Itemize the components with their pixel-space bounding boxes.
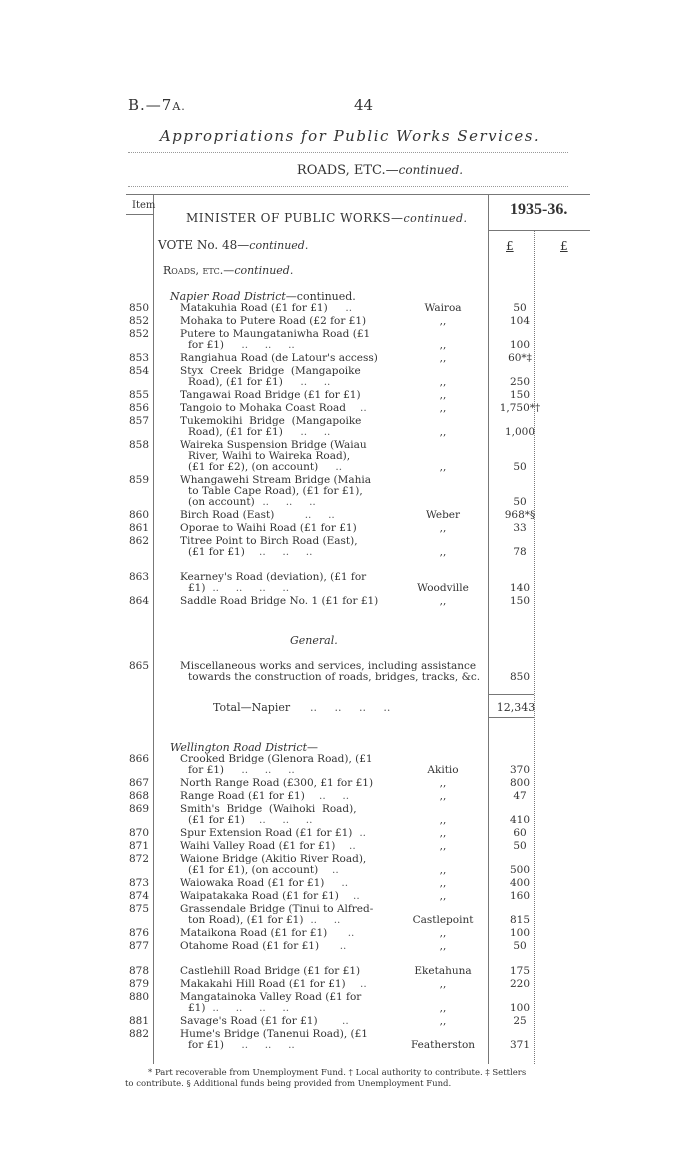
district-heading-wellington: Wellington Road District— — [170, 741, 318, 754]
item-number: 863 — [128, 571, 149, 583]
amount: 175 — [509, 965, 531, 977]
table-row — [0, 965, 700, 978]
item-description: Birch Road (East) — [180, 509, 275, 521]
item-description: Kearney's Road (deviation), (£1 for — [180, 571, 367, 583]
item-number: 882 — [128, 1028, 149, 1040]
item-description: for £1) — [188, 764, 225, 776]
table-row — [0, 853, 700, 877]
dot-leader: .. — [356, 827, 367, 839]
local-authority: Featherston — [410, 1039, 476, 1051]
table-row — [0, 415, 700, 439]
table-row — [0, 522, 700, 535]
table-row — [0, 571, 700, 595]
roads-subheading: Roads, etc.—continued. — [163, 264, 294, 277]
item-number: 865 — [128, 660, 149, 672]
table-row — [0, 877, 700, 890]
amount: 140 — [509, 582, 531, 594]
table-row — [0, 660, 700, 684]
dot-leader: .. .. — [278, 509, 335, 521]
section-title: ROADS, ETC.—continued. — [296, 163, 464, 178]
amount: 1,000 — [504, 426, 536, 438]
amount: 968*§ — [504, 509, 536, 521]
item-number: 868 — [128, 790, 149, 802]
item-description: Mangatainoka Valley Road (£1 for — [180, 991, 362, 1003]
item-number: 866 — [128, 753, 149, 765]
dot-leader: .. .. .. — [249, 814, 313, 826]
divider — [128, 152, 568, 153]
item-description: Otahome Road (£1 for £1) — [180, 940, 320, 952]
pound-symbol: £ — [560, 239, 568, 253]
table-row — [0, 991, 700, 1015]
item-number: 862 — [128, 535, 149, 547]
dot-leader: .. .. — [307, 914, 341, 926]
item-description: Saddle Road Bridge No. 1 (£1 for £1) — [180, 595, 379, 607]
dot-leader: .. — [332, 302, 353, 314]
amount: 60*‡ — [508, 352, 532, 364]
item-number: 861 — [128, 522, 149, 534]
page-number: 44 — [354, 96, 374, 114]
amount: 150 — [509, 595, 531, 607]
item-description: Road), (£1 for £1) — [188, 426, 283, 438]
item-number: 869 — [128, 803, 149, 815]
local-authority: ,, — [439, 864, 447, 876]
table-row — [0, 890, 700, 903]
item-description: (£1 for £2), (on account) — [188, 461, 319, 473]
dot-leader: .. .. — [287, 376, 331, 388]
item-description: Makakahi Hill Road (£1 for £1) — [180, 978, 346, 990]
local-authority: Wairoa — [424, 302, 462, 314]
footnote: to contribute. § Additional funds being provided from Unemployment Fund. — [125, 1079, 452, 1089]
amount: 50 — [513, 461, 527, 473]
dot-leader: .. — [328, 877, 349, 889]
amount: 33 — [513, 522, 527, 534]
table-row — [0, 389, 700, 402]
table-row — [0, 402, 700, 415]
item-number: 874 — [128, 890, 149, 902]
pound-symbol: £ — [506, 239, 514, 253]
amount: 220 — [509, 978, 531, 990]
amount: 50 — [513, 840, 527, 852]
table-row — [0, 365, 700, 389]
local-authority: ,, — [439, 940, 447, 952]
table-row — [0, 927, 700, 940]
table-row — [0, 328, 700, 352]
item-description: for £1) — [188, 339, 225, 351]
item-number: 877 — [128, 940, 149, 952]
amount: 25 — [513, 1015, 527, 1027]
ministry-heading: MINISTER OF PUBLIC WORKS—continued. — [186, 211, 468, 225]
local-authority: ,, — [439, 814, 447, 826]
total-amount: 12,343 — [496, 701, 536, 714]
dot-leader: .. — [323, 940, 347, 952]
local-authority: Eketahuna — [414, 965, 472, 977]
item-description: ton Road), (£1 for £1) — [188, 914, 304, 926]
item-description: (on account) — [188, 496, 255, 508]
dot-leader: .. — [350, 978, 367, 990]
local-authority: ,, — [439, 877, 447, 889]
local-authority: ,, — [439, 890, 447, 902]
item-number: 864 — [128, 595, 149, 607]
footnote: * Part recoverable from Unemployment Fund. † Local authority to contribute. ‡ Settlers — [148, 1068, 527, 1078]
amount: 150 — [509, 389, 531, 401]
item-description: Tangoio to Mohaka Coast Road — [180, 402, 346, 414]
table-row — [0, 777, 700, 790]
item-description: Waireka Suspension Bridge (Waiau — [180, 439, 367, 451]
item-description: Matakuhia Road (£1 for £1) — [180, 302, 328, 314]
local-authority: ,, — [439, 827, 447, 839]
dot-leader: .. — [343, 890, 360, 902]
dot-leader: .. .. .. .. — [209, 582, 290, 594]
local-authority: ,, — [439, 777, 447, 789]
amount: 60 — [513, 827, 527, 839]
item-number: 857 — [128, 415, 149, 427]
amount: 100 — [509, 1002, 531, 1014]
item-description: Spur Extension Road (£1 for £1) — [180, 827, 353, 839]
item-description: (£1 for £1), (on account) — [188, 864, 319, 876]
dot-leader: .. — [339, 840, 356, 852]
total-leader: .. .. .. .. — [310, 701, 391, 714]
item-number: 878 — [128, 965, 149, 977]
item-description: Smith's Bridge (Waihoki Road), — [180, 803, 357, 815]
dot-leader: .. — [331, 927, 355, 939]
item-description: Putere to Maungataniwha Road (£1 — [180, 328, 371, 340]
local-authority: ,, — [439, 339, 447, 351]
table-row — [0, 903, 700, 927]
item-number: 854 — [128, 365, 149, 377]
item-number: 867 — [128, 777, 149, 789]
amount: 800 — [509, 777, 531, 789]
item-description: Waipatakaka Road (£1 for £1) — [180, 890, 339, 902]
dot-leader: .. .. .. — [259, 496, 316, 508]
local-authority: ,, — [439, 790, 447, 802]
dot-leader: .. .. .. — [228, 339, 295, 351]
item-number: 856 — [128, 402, 149, 414]
local-authority: ,, — [439, 840, 447, 852]
local-authority: ,, — [439, 1002, 447, 1014]
table-row — [0, 827, 700, 840]
item-description: Castlehill Road Bridge (£1 for £1) — [180, 965, 361, 977]
table-top-rule — [126, 194, 590, 195]
table-row — [0, 1028, 700, 1052]
item-description: North Range Road (£300, £1 for £1) — [180, 777, 374, 789]
dot-leader: .. — [350, 402, 367, 414]
amount: 371 — [509, 1039, 531, 1051]
total-label: Total—Napier — [213, 701, 291, 714]
item-description: Savage's Road (£1 for £1) — [180, 1015, 318, 1027]
total-rule — [488, 717, 534, 718]
dot-leader: .. .. .. — [228, 1039, 295, 1051]
local-authority: ,, — [439, 315, 447, 327]
local-authority: ,, — [439, 595, 447, 607]
year-column-header: 1935-36. — [510, 201, 568, 218]
local-authority: Castlepoint — [412, 914, 474, 926]
amount: 47 — [513, 790, 527, 802]
table-row — [0, 352, 700, 365]
item-description: to Table Cape Road), (£1 for £1), — [188, 485, 363, 497]
local-authority: Weber — [425, 509, 461, 521]
item-description: Mohaka to Putere Road (£2 for £1) — [180, 315, 367, 327]
dot-leader: .. .. .. — [228, 764, 295, 776]
amount: 250 — [509, 376, 531, 388]
district-heading-napier: Napier Road District—continued. — [170, 290, 356, 303]
dot-leader: .. .. — [309, 790, 350, 802]
table-row — [0, 1015, 700, 1028]
item-number: 858 — [128, 439, 149, 451]
general-heading: General. — [290, 634, 338, 647]
amount: 50 — [513, 496, 527, 508]
item-description: Road), (£1 for £1) — [188, 376, 283, 388]
divider — [128, 186, 568, 187]
item-number: 880 — [128, 991, 149, 1003]
amount: 815 — [509, 914, 531, 926]
table-row — [0, 595, 700, 608]
document-reference: B.—7A. — [128, 96, 186, 114]
dot-leader: .. .. .. — [249, 546, 313, 558]
table-row — [0, 315, 700, 328]
amount: 50 — [513, 940, 527, 952]
table-row — [0, 840, 700, 853]
item-number: 853 — [128, 352, 149, 364]
amount: 400 — [509, 877, 531, 889]
dot-leader: .. — [322, 1015, 349, 1027]
item-description: Titree Point to Birch Road (East), — [180, 535, 358, 547]
item-description: (£1 for £1) — [188, 546, 245, 558]
item-number: 870 — [128, 827, 149, 839]
item-number: 852 — [128, 315, 149, 327]
item-description: £1) — [188, 1002, 206, 1014]
item-number: 860 — [128, 509, 149, 521]
item-number: 850 — [128, 302, 149, 314]
item-number: 871 — [128, 840, 149, 852]
item-number: 855 — [128, 389, 149, 401]
amount: 78 — [513, 546, 527, 558]
item-number: 872 — [128, 853, 149, 865]
table-row — [0, 803, 700, 827]
local-authority: Woodville — [417, 582, 469, 594]
local-authority: ,, — [439, 522, 447, 534]
vote-heading: VOTE No. 48—continued. — [158, 238, 309, 252]
table-row — [0, 474, 700, 509]
item-description: Oporae to Waihi Road (£1 for £1) — [180, 522, 357, 534]
amount: 100 — [509, 339, 531, 351]
item-description: Range Road (£1 for £1) — [180, 790, 305, 802]
item-header-rule — [126, 214, 154, 215]
amount: 160 — [509, 890, 531, 902]
local-authority: ,, — [439, 927, 447, 939]
amount: 1,750*† — [499, 402, 541, 414]
item-number: 876 — [128, 927, 149, 939]
amount: 104 — [509, 315, 531, 327]
amount: 850 — [509, 671, 531, 683]
item-column-header: Item — [132, 200, 156, 211]
dot-leader: .. .. .. .. — [209, 1002, 290, 1014]
item-description: £1) — [188, 582, 206, 594]
local-authority: ,, — [439, 978, 447, 990]
dot-leader: .. — [322, 864, 339, 876]
table-row — [0, 753, 700, 777]
total-rule — [488, 694, 534, 695]
local-authority: Akitio — [427, 764, 459, 776]
local-authority: ,, — [439, 352, 447, 364]
table-row — [0, 790, 700, 803]
item-number: 875 — [128, 903, 149, 915]
item-number: 859 — [128, 474, 149, 486]
item-description: Crooked Bridge (Glenora Road), (£1 — [180, 753, 373, 765]
item-description: Waione Bridge (Akitio River Road), — [180, 853, 367, 865]
local-authority: ,, — [439, 461, 447, 473]
amount: 100 — [509, 927, 531, 939]
item-description: Miscellaneous works and services, including assistance — [180, 660, 477, 672]
item-description: Styx Creek Bridge (Mangapoike — [180, 365, 361, 377]
local-authority: ,, — [439, 546, 447, 558]
local-authority: ,, — [439, 426, 447, 438]
local-authority: ,, — [439, 402, 447, 414]
local-authority: ,, — [439, 376, 447, 388]
amount: 500 — [509, 864, 531, 876]
item-description: Whangawehi Stream Bridge (Mahia — [180, 474, 371, 486]
item-description: Tangawai Road Bridge (£1 for £1) — [180, 389, 361, 401]
page-title: Appropriations for Public Works Services. — [159, 127, 541, 145]
dot-leader: .. — [322, 461, 343, 473]
table-row — [0, 302, 700, 315]
amount: 370 — [509, 764, 531, 776]
item-number: 879 — [128, 978, 149, 990]
item-description: Grassendale Bridge (Tinui to Alfred- — [180, 903, 374, 915]
item-number: 852 — [128, 328, 149, 340]
item-description: Waihi Valley Road (£1 for £1) — [180, 840, 336, 852]
table-row — [0, 535, 700, 559]
item-description: towards the construction of roads, bridges, tracks, &c. — [188, 671, 481, 683]
local-authority: ,, — [439, 389, 447, 401]
item-number: 881 — [128, 1015, 149, 1027]
table-row — [0, 509, 700, 522]
table-row — [0, 978, 700, 991]
item-description: Tukemokihi Bridge (Mangapoike — [180, 415, 362, 427]
amount: 50 — [513, 302, 527, 314]
table-row — [0, 940, 700, 953]
table-row — [0, 439, 700, 474]
item-description: (£1 for £1) — [188, 814, 245, 826]
dot-leader: .. .. — [287, 426, 331, 438]
item-description: for £1) — [188, 1039, 225, 1051]
item-description: Hume's Bridge (Tanenui Road), (£1 — [180, 1028, 368, 1040]
item-number: 873 — [128, 877, 149, 889]
amount: 410 — [509, 814, 531, 826]
item-description: River, Waihi to Waireka Road), — [188, 450, 351, 462]
item-description: Mataikona Road (£1 for £1) — [180, 927, 328, 939]
item-description: Waiowaka Road (£1 for £1) — [180, 877, 325, 889]
local-authority: ,, — [439, 1015, 447, 1027]
year-header-rule — [488, 230, 590, 231]
item-description: Rangiahua Road (de Latour's access) — [180, 352, 378, 364]
